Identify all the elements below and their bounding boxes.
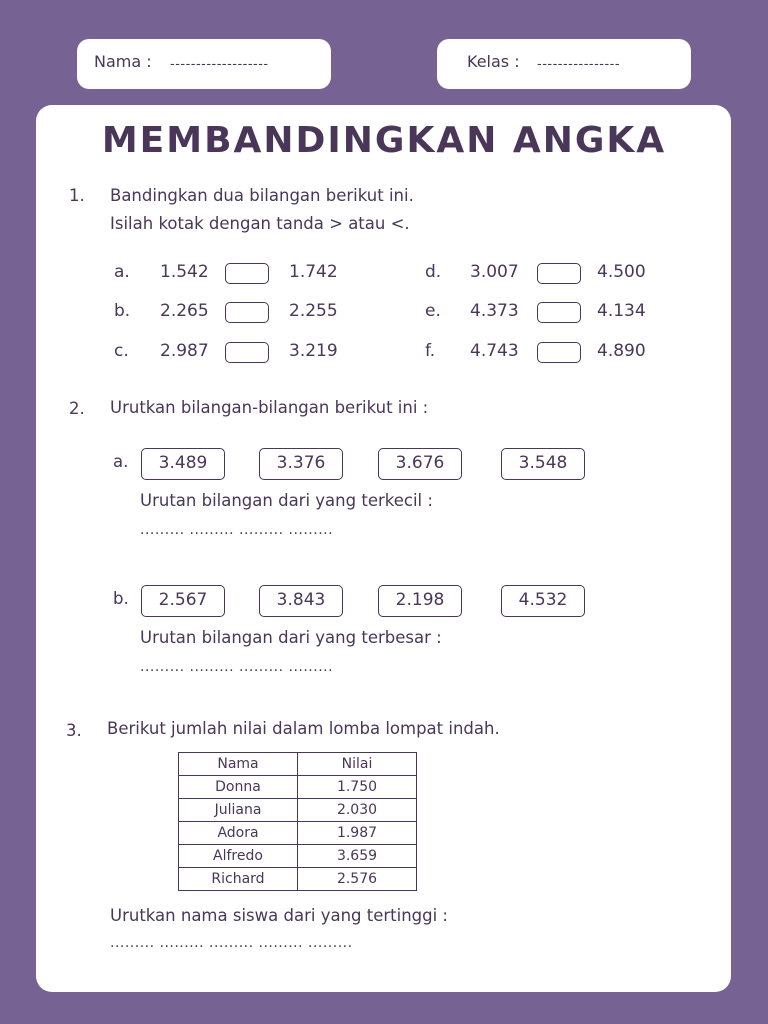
table-row xyxy=(179,776,417,799)
table-cell-score: 1.987 xyxy=(298,822,417,845)
q1-item-label: e. xyxy=(425,301,441,321)
table-cell-name: Donna xyxy=(179,776,298,799)
table-cell-score: 1.750 xyxy=(298,776,417,799)
q1-right-number: 1.742 xyxy=(289,262,338,282)
table-cell-score: 3.659 xyxy=(298,845,417,868)
table-header-row xyxy=(179,753,417,776)
q3-instruction: Urutkan nama siswa dari yang tertinggi : xyxy=(110,906,448,925)
table-row xyxy=(179,822,417,845)
table-row xyxy=(179,799,417,822)
class-field-box xyxy=(437,39,691,89)
q1-right-number: 4.890 xyxy=(597,341,646,361)
score-table xyxy=(178,752,417,891)
q2a-label: a. xyxy=(113,452,129,471)
q1-item-label: a. xyxy=(114,262,130,282)
q2-prompt: Urutkan bilangan-bilangan berikut ini : xyxy=(110,398,429,417)
q1-item-label: b. xyxy=(114,301,131,321)
q1-number: 1. xyxy=(69,186,85,205)
q2b-label: b. xyxy=(113,589,129,608)
q2a-instruction: Urutan bilangan dari yang terkecil : xyxy=(140,491,433,510)
class-label: Kelas : xyxy=(467,52,520,71)
q1-comparison-answer-box[interactable] xyxy=(537,342,581,363)
table-cell-name: Adora xyxy=(179,822,298,845)
q1-instruction-line2: Isilah kotak dengan tanda > atau <. xyxy=(110,214,410,233)
q1-comparison-answer-box[interactable] xyxy=(537,302,581,323)
name-field-box xyxy=(77,39,331,89)
q1-left-number: 4.373 xyxy=(470,301,519,321)
q1-item-label: f. xyxy=(425,341,436,361)
table-row xyxy=(179,845,417,868)
q1-item-label: c. xyxy=(114,341,129,361)
q2a-number-row xyxy=(0,448,768,480)
page-title: MEMBANDINGKAN ANGKA xyxy=(101,120,667,161)
q3-number: 3. xyxy=(66,721,82,740)
name-input-line[interactable]: ------------------- xyxy=(170,57,269,72)
table-row xyxy=(179,868,417,891)
q3-answer-blanks[interactable]: ......... ......... ......... ......... ......... xyxy=(110,935,353,951)
q1-left-number: 3.007 xyxy=(470,262,519,282)
q1-left-number: 1.542 xyxy=(160,262,209,282)
q1-comparison-answer-box[interactable] xyxy=(225,302,269,323)
q1-right-number: 2.255 xyxy=(289,301,338,321)
table-cell-score: 2.576 xyxy=(298,868,417,891)
q2a-answer-blanks[interactable]: ......... ......... ......... ......... xyxy=(140,522,334,538)
q2a-number-box: 3.676 xyxy=(378,448,462,480)
table-cell-name: Alfredo xyxy=(179,845,298,868)
q2-number: 2. xyxy=(69,399,85,418)
q2b-number-box: 2.198 xyxy=(378,585,462,617)
q1-instruction-line1: Bandingkan dua bilangan berikut ini. xyxy=(110,186,414,205)
table-header-cell: Nama xyxy=(179,753,298,776)
q1-comparison-answer-box[interactable] xyxy=(225,263,269,284)
q1-right-number: 4.134 xyxy=(597,301,646,321)
q1-item-label: d. xyxy=(425,262,442,282)
table-header-cell: Nilai xyxy=(298,753,417,776)
q2b-answer-blanks[interactable]: ......... ......... ......... ......... xyxy=(140,659,334,675)
name-label: Nama : xyxy=(94,52,152,71)
q1-left-number: 4.743 xyxy=(470,341,519,361)
q1-right-number: 4.500 xyxy=(597,262,646,282)
table-cell-score: 2.030 xyxy=(298,799,417,822)
q1-comparison-answer-box[interactable] xyxy=(537,263,581,284)
q2a-number-box: 3.376 xyxy=(259,448,343,480)
q2a-number-box: 3.548 xyxy=(501,448,585,480)
q1-right-number: 3.219 xyxy=(289,341,338,361)
q1-left-number: 2.265 xyxy=(160,301,209,321)
q2b-number-row xyxy=(0,585,768,617)
q1-comparison-answer-box[interactable] xyxy=(225,342,269,363)
q2b-number-box: 3.843 xyxy=(259,585,343,617)
q2b-number-box: 4.532 xyxy=(501,585,585,617)
q1-left-number: 2.987 xyxy=(160,341,209,361)
q3-prompt: Berikut jumlah nilai dalam lomba lompat indah. xyxy=(107,719,500,738)
table-cell-name: Richard xyxy=(179,868,298,891)
table-cell-name: Juliana xyxy=(179,799,298,822)
class-input-line[interactable]: ---------------- xyxy=(537,57,621,72)
q2a-number-box: 3.489 xyxy=(141,448,225,480)
q2b-instruction: Urutan bilangan dari yang terbesar : xyxy=(140,628,442,647)
q2b-number-box: 2.567 xyxy=(141,585,225,617)
